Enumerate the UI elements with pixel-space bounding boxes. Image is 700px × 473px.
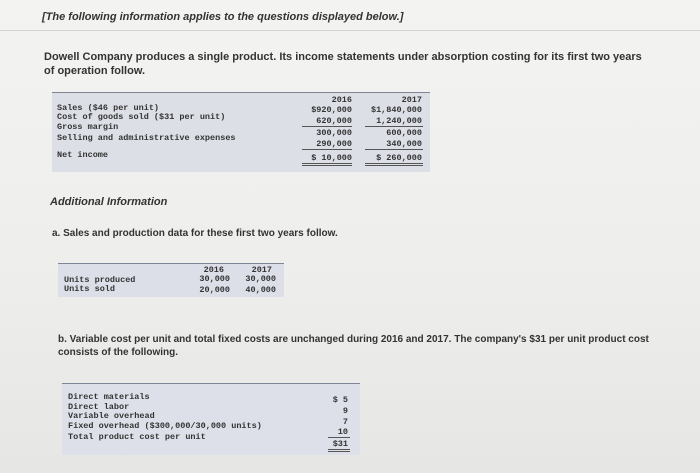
cost-table	[62, 383, 360, 455]
double-underline	[365, 163, 423, 164]
cell-value: $31	[332, 439, 348, 449]
section-title: Additional Information	[50, 196, 168, 208]
cell-value: 20,000	[199, 285, 230, 295]
cell-value: 7	[342, 417, 348, 427]
underline	[365, 126, 423, 127]
underline	[365, 149, 423, 150]
row-label: Fixed overhead ($300,000/30,000 units)	[68, 421, 262, 431]
cell-value: $ 5	[332, 395, 348, 405]
underline	[302, 126, 352, 127]
double-underline	[302, 165, 352, 166]
row-label: Net income	[57, 150, 109, 160]
row-label: Selling and administrative expenses	[57, 133, 236, 143]
underline	[328, 437, 350, 438]
intro-text: Dowell Company produces a single product. Its income statements under absorption costing for its first two years of operation follow.	[44, 51, 642, 77]
units-table	[58, 263, 284, 297]
cell-value: $ 260,000	[376, 153, 422, 163]
cell-value: 340,000	[386, 139, 422, 149]
header-bar	[0, 0, 700, 31]
year-header-2016: 2016	[203, 265, 224, 275]
row-label: Direct materials	[68, 392, 150, 402]
double-underline	[328, 451, 350, 452]
cell-value: 10	[337, 427, 348, 437]
row-label: Gross margin	[57, 122, 119, 132]
item-a-text: a. Sales and production data for these first two years follow.	[52, 228, 338, 239]
cell-value: $1,840,000	[370, 105, 422, 115]
income-statement-table	[52, 92, 430, 172]
double-underline	[328, 449, 350, 450]
underline	[302, 149, 352, 150]
cell-value: 290,000	[316, 139, 352, 149]
cell-value: 300,000	[316, 128, 352, 138]
header-note: [The following information applies to the questions displayed below.]	[42, 11, 404, 23]
year-header-2017: 2017	[251, 265, 272, 275]
cell-value: $ 10,000	[311, 153, 352, 163]
cell-value: 600,000	[386, 128, 422, 138]
row-label: Sales ($46 per unit)	[57, 103, 160, 113]
row-label: Total product cost per unit	[68, 432, 206, 442]
cell-value: $920,000	[311, 105, 352, 115]
double-underline	[365, 165, 423, 166]
row-label: Cost of goods sold ($31 per unit)	[57, 112, 226, 122]
double-underline	[302, 163, 352, 164]
cell-value: 9	[342, 406, 348, 416]
year-header-2016: 2016	[331, 95, 352, 105]
cell-value: 1,240,000	[376, 116, 422, 126]
row-label: Direct labor	[68, 402, 130, 412]
row-label: Variable overhead	[68, 411, 155, 421]
row-label: Units sold	[64, 284, 116, 294]
cell-value: 30,000	[245, 274, 276, 284]
cell-value: 40,000	[245, 285, 276, 295]
row-label: Units produced	[64, 275, 136, 285]
item-b-text: b. Variable cost per unit and total fixed costs are unchanged during 2016 and 2017. The company's $31 per unit product cost consists of the following.	[58, 334, 649, 358]
cell-value: 620,000	[316, 116, 352, 126]
cell-value: 30,000	[199, 274, 230, 284]
year-header-2017: 2017	[401, 95, 422, 105]
